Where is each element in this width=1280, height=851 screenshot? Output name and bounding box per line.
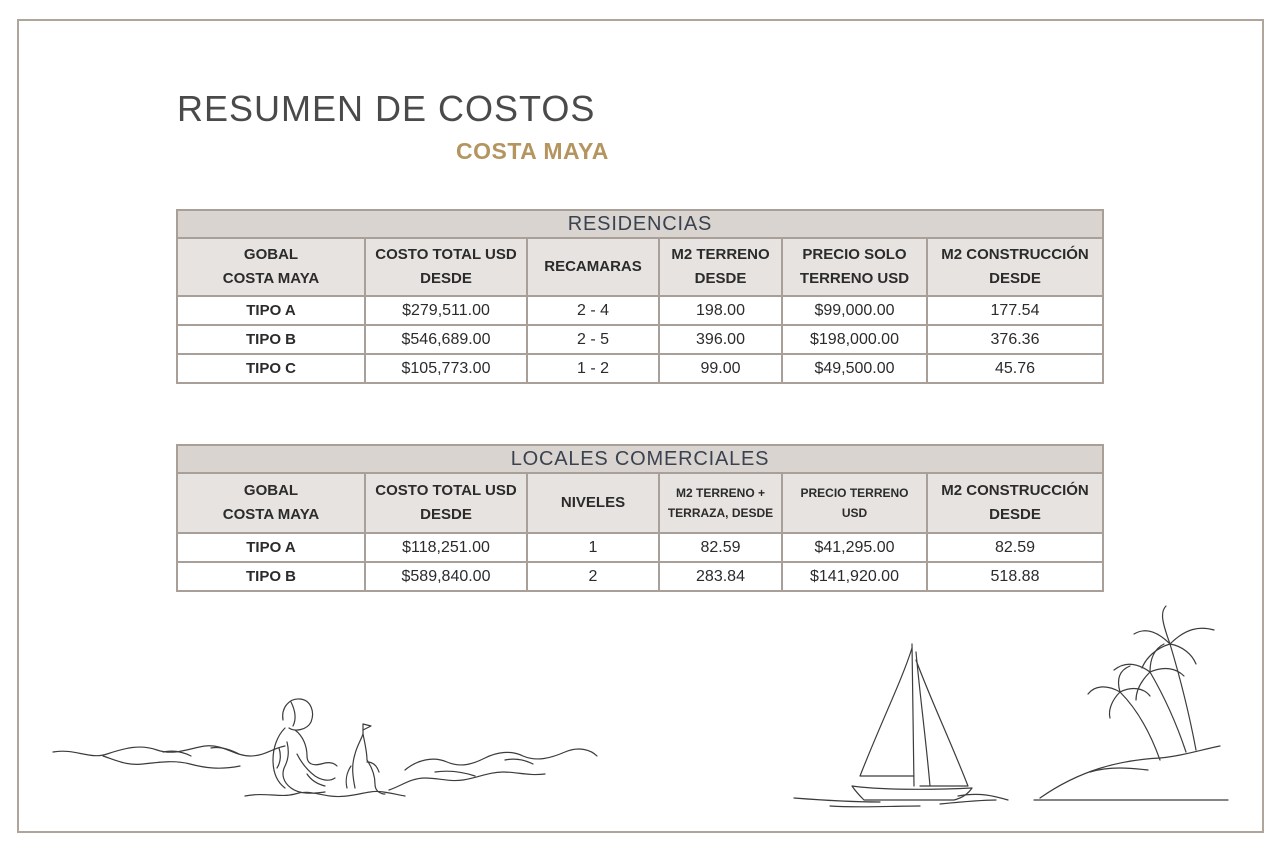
table-cell: $49,500.00 xyxy=(782,354,927,383)
row-label: TIPO C xyxy=(177,354,365,383)
table-cell: 518.88 xyxy=(927,562,1103,591)
residencias-table xyxy=(176,209,1104,384)
column-header: M2 TERRENO + TERRAZA, DESDE xyxy=(659,473,782,533)
column-header: M2 TERRENO DESDE xyxy=(659,238,782,296)
table-band-row xyxy=(177,210,1103,238)
column-header: GOBAL COSTA MAYA xyxy=(177,473,365,533)
table-header-row xyxy=(177,473,1103,533)
table-cell: 82.59 xyxy=(659,533,782,562)
table-cell: 376.36 xyxy=(927,325,1103,354)
column-header: M2 CONSTRUCCIÓN DESDE xyxy=(927,238,1103,296)
page-title: RESUMEN DE COSTOS xyxy=(177,88,596,129)
table-cell: 396.00 xyxy=(659,325,782,354)
table-row xyxy=(177,562,1103,591)
page-subtitle: COSTA MAYA xyxy=(456,138,609,164)
sailboat-palm-island-illustration xyxy=(790,600,1238,810)
column-header: NIVELES xyxy=(527,473,659,533)
table-cell: 2 - 4 xyxy=(527,296,659,325)
beach-child-sandcastle-illustration xyxy=(45,690,610,805)
table-row xyxy=(177,354,1103,383)
column-header: COSTO TOTAL USD DESDE xyxy=(365,238,527,296)
table-cell: 177.54 xyxy=(927,296,1103,325)
row-label: TIPO A xyxy=(177,533,365,562)
row-label: TIPO A xyxy=(177,296,365,325)
table-cell: $546,689.00 xyxy=(365,325,527,354)
table-cell: 2 - 5 xyxy=(527,325,659,354)
table-cell: $589,840.00 xyxy=(365,562,527,591)
table-cell: 82.59 xyxy=(927,533,1103,562)
table-cell: 1 xyxy=(527,533,659,562)
table-row xyxy=(177,296,1103,325)
table-cell: 45.76 xyxy=(927,354,1103,383)
table-cell: $141,920.00 xyxy=(782,562,927,591)
column-header: PRECIO SOLO TERRENO USD xyxy=(782,238,927,296)
column-header: M2 CONSTRUCCIÓN DESDE xyxy=(927,473,1103,533)
column-header: RECAMARAS xyxy=(527,238,659,296)
table-cell: $41,295.00 xyxy=(782,533,927,562)
column-header: GOBAL COSTA MAYA xyxy=(177,238,365,296)
table-cell: $105,773.00 xyxy=(365,354,527,383)
table-row xyxy=(177,325,1103,354)
table-cell: 99.00 xyxy=(659,354,782,383)
table-cell: $279,511.00 xyxy=(365,296,527,325)
table-header-row xyxy=(177,238,1103,296)
row-label: TIPO B xyxy=(177,562,365,591)
locales-band-title: LOCALES COMERCIALES xyxy=(177,445,1103,473)
residencias-band-title: RESIDENCIAS xyxy=(177,210,1103,238)
locales-table xyxy=(176,444,1104,592)
table-band-row xyxy=(177,445,1103,473)
table-cell: 2 xyxy=(527,562,659,591)
row-label: TIPO B xyxy=(177,325,365,354)
table-cell: $118,251.00 xyxy=(365,533,527,562)
table-cell: 283.84 xyxy=(659,562,782,591)
column-header: COSTO TOTAL USD DESDE xyxy=(365,473,527,533)
table-cell: 1 - 2 xyxy=(527,354,659,383)
table-cell: $99,000.00 xyxy=(782,296,927,325)
table-cell: 198.00 xyxy=(659,296,782,325)
table-cell: $198,000.00 xyxy=(782,325,927,354)
column-header: PRECIO TERRENO USD xyxy=(782,473,927,533)
table-row xyxy=(177,533,1103,562)
